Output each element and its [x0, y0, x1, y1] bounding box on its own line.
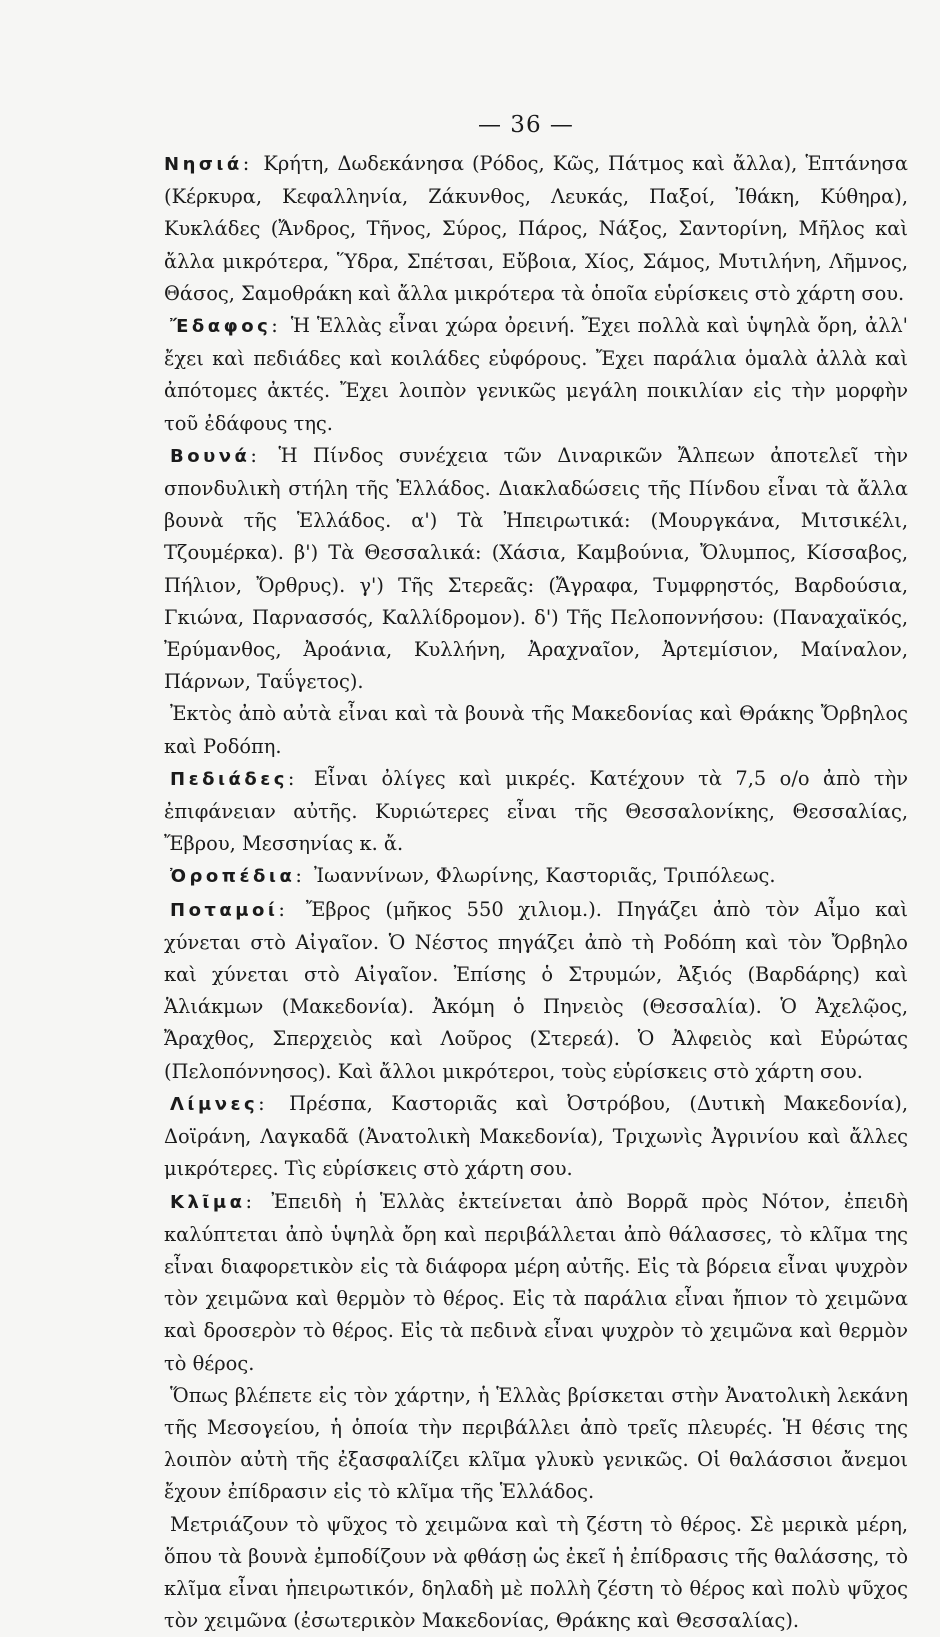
heading-rivers: Ποταμοί — [170, 899, 279, 921]
heading-climate: Κλῖμα — [170, 1191, 246, 1213]
paragraph-islands: Νησιά: Κρήτη, Δωδεκάνησα (Ρόδος, Κῶς, Πάτμος καὶ ἄλλα), Ἑπτάνησα (Κέρκυρα, Κεφαλληνία, Ζάκυνθος, Λευκάς, Παξοί, Ἰθάκη, Κύθηρα), Κυκλάδες (Ἄνδρος, Τῆνος, Σύρος, Πάρος, Νάξος, Σαντορίνη, Μῆλος καὶ ἄλλα μικρότερα, Ὕδρα, Σπέτσαι, Εὔβοια, Χίος, Σάμος, Μυτιλήνη, Λῆμνος, Θάσος, Σαμοθράκη καὶ ἄλλα μικρότερα τὰ ὁποῖα εὑρίσκεις στὸ χάρτη σου. — [164, 152, 909, 305]
text-rivers: Ἔβρος (μῆκος 550 χιλιομ.). Πηγάζει ἀπὸ τὸν Αἶμο καὶ χύνεται στὸ Αἰγαῖον. Ὁ Νέστος πηγάζει ἀπὸ τὴ Ροδόπη καὶ τὸν Ὄρβηλο καὶ χύνεται στὸ Αἰγαῖον. Ἐπίσης ὁ Στρυμών, Ἀξιός (Βαρδάρης) καὶ Ἁλιάκμων (Μακεδονία). Ἀκόμη ὁ Πηνειὸς (Θεσσαλία). Ὁ Ἀχελῷος, Ἄραχθος, Σπερχειὸς καὶ Λοῦρος (Στερεά). Ὁ Ἀλφειὸς καὶ Εὐρώτας (Πελοπόννησος). Καὶ ἄλλοι μικρότεροι, τοὺς εὑρίσκεις στὸ χάρτη σου. — [164, 897, 908, 1083]
heading-mountains: Βουνά — [170, 445, 251, 467]
paragraph-plains: Πεδιάδες: Εἶναι ὀλίγες καὶ μικρές. Κατέχουν τὰ 7,5 ο/ο ἀπὸ τὴν ἐπιφάνειαν αὐτῆς. Κυριώτερες εἶναι τῆς Θεσσαλονίκης, Θεσσαλίας, Ἔβρου, Μεσσηνίας κ. ἄ. — [164, 766, 908, 856]
text-islands: Κρήτη, Δωδεκάνησα (Ρόδος, Κῶς, Πάτμος καὶ ἄλλα), Ἑπτάνησα (Κέρκυρα, Κεφαλληνία, Ζάκυνθος, Λευκάς, Παξοί, Ἰθάκη, Κύθηρα), Κυκλάδες (Ἄνδρος, Τῆνος, Σύρος, Πάρος, Νάξος, Σαντορίνη, Μῆλος καὶ ἄλλα μικρότερα, Ὕδρα, Σπέτσαι, Εὔβοια, Χίος, Σάμος, Μυτιλήνη, Λῆμνος, Θάσος, Σαμοθράκη καὶ ἄλλα μικρότερα τὰ ὁποῖα εὑρίσκεις στὸ χάρτη σου. — [164, 152, 909, 305]
heading-plateaus: Ὀροπέδια — [170, 866, 296, 888]
heading-islands: Νησιά — [164, 154, 243, 175]
paragraph-mountains-extra — [164, 698, 908, 762]
paragraph-lakes: Λίμνες: Πρέσπα, Καστοριᾶς καὶ Ὀστρόβου, (Δυτικὴ Μακεδονία), Δοϊράνη, Λαγκαδᾶ (Ἀνατολικὴ Μακεδονία), Τριχωνὶς Ἀγρινίου καὶ ἄλλες μικρότερες. Τὶς εὑρίσκεις στὸ χάρτη σου. — [164, 1091, 908, 1181]
paragraph-climate: Κλῖμα: Ἐπειδὴ ἡ Ἑλλὰς ἐκτείνεται ἀπὸ Βορρᾶ πρὸς Νότον, ἐπειδὴ καλύπτεται ἀπὸ ὑψηλὰ ὄρη καὶ περιβάλλεται ἀπὸ θάλασσες, τὸ κλῖμα της εἶναι διαφορετικὸν εἰς τὰ διάφορα μέρη αὐτῆς. Εἰς τὰ βόρεια εἶναι ψυχρὸν τὸν χειμῶνα καὶ θερμὸν τὸ θέρος. Εἰς τὰ παράλια εἶναι ἤπιον τὸ χειμῶνα καὶ δροσερὸν τὸ θέρος. Εἰς τὰ πεδινὰ εἶναι ψυχρὸν τὸ χειμῶνα καὶ θερμὸν τὸ θέρος. — [164, 1189, 908, 1375]
heading-terrain: Ἔδαφος — [170, 316, 272, 338]
text-climate: Ἐπειδὴ ἡ Ἑλλὰς ἐκτείνεται ἀπὸ Βορρᾶ πρὸς Νότον, ἐπειδὴ καλύπτεται ἀπὸ ὑψηλὰ ὄρη καὶ περιβάλλεται ἀπὸ θάλασσες, τὸ κλῖμα της εἶναι διαφορετικὸν εἰς τὰ διάφορα μέρη αὐτῆς. Εἰς τὰ βόρεια εἶναι ψυχρὸν τὸν χειμῶνα καὶ θερμὸν τὸ θέρος. Εἰς τὰ παράλια εἶναι ἤπιον τὸ χειμῶνα καὶ δροσερὸν τὸ θέρος. Εἰς τὰ πεδινὰ εἶναι ψυχρὸν τὸ χειμῶνα καὶ θερμὸν τὸ θέρος. — [164, 1189, 908, 1375]
text-mountains: Ἡ Πίνδος συνέχεια τῶν Διναρικῶν Ἄλπεων ἀποτελεῖ τὴν σπονδυλικὴ στήλη τῆς Ἑλλάδος. Διακλαδώσεις τῆς Πίνδου εἶναι τὰ ἄλλα βουνὰ τῆς Ἑλλάδος. α') Τὰ Ἠπειρωτικά: (Μουργκάνα, Μιτσικέλι, Τζουμέρκα). β') Τὰ Θεσσαλικά: (Χάσια, Καμβούνια, Ὄλυμπος, Κίσσαβος, Πήλιον, Ὄρθρυς). γ') Τῆς Στερεᾶς: (Ἄγραφα, Τυμφρηστός, Βαρδούσια, Γκιώνα, Παρνασσός, Καλλίδρομον). δ') Τῆς Πελοποννήσου: (Παναχαϊκός, Ἐρύμανθος, Ἀροάνια, Κυλλήνη, Ἀραχναῖον, Ἀρτεμίσιον, Μαίναλον, Πάρνων, Ταΰγετος). — [164, 443, 909, 694]
paragraph-rivers: Ποταμοί: Ἔβρος (μῆκος 550 χιλιομ.). Πηγάζει ἀπὸ τὸν Αἶμο καὶ χύνεται στὸ Αἰγαῖον. Ὁ Νέστος πηγάζει ἀπὸ τὴ Ροδόπη καὶ τὸν Ὄρβηλο καὶ χύνεται στὸ Αἰγαῖον. Ἐπίσης ὁ Στρυμών, Ἀξιός (Βαρδάρης) καὶ Ἁλιάκμων (Μακεδονία). Ἀκόμη ὁ Πηνειὸς (Θεσσαλία). Ὁ Ἀχελῷος, Ἄραχθος, Σπερχειὸς καὶ Λοῦρος (Στερεά). Ὁ Ἀλφειὸς καὶ Εὐρώτας (Πελοπόννησος). Καὶ ἄλλοι μικρότεροι, τοὺς εὑρίσκεις στὸ χάρτη σου. — [164, 897, 908, 1083]
heading-lakes: Λίμνες — [170, 1093, 259, 1115]
paragraph-mountains: Βουνά: Ἡ Πίνδος συνέχεια τῶν Διναρικῶν Ἄλπεων ἀποτελεῖ τὴν σπονδυλικὴ στήλη τῆς Ἑλλάδος. Διακλαδώσεις τῆς Πίνδου εἶναι τὰ ἄλλα βουνὰ τῆς Ἑλλάδος. α') Τὰ Ἠπειρωτικά: (Μουργκάνα, Μιτσικέλι, Τζουμέρκα). β') Τὰ Θεσσαλικά: (Χάσια, Καμβούνια, Ὄλυμπος, Κίσσαβος, Πήλιον, Ὄρθρυς). γ') Τῆς Στερεᾶς: (Ἄγραφα, Τυμφρηστός, Βαρδούσια, Γκιώνα, Παρνασσός, Καλλίδρομον). δ') Τῆς Πελοποννήσου: (Παναχαϊκός, Ἐρύμανθος, Ἀροάνια, Κυλλήνη, Ἀραχναῖον, Ἀρτεμίσιον, Μαίναλον, Πάρνων, Ταΰγετος). — [164, 443, 909, 694]
paragraph-terrain: Ἔδαφος: Ἡ Ἑλλὰς εἶναι χώρα ὀρεινή. Ἔχει πολλὰ καὶ ὑψηλὰ ὄρη, ἀλλ' ἔχει καὶ πεδιάδες καὶ κοιλάδες εὐφόρους. Ἔχει παράλια ὁμαλὰ ἀλλὰ καὶ ἀπότομες ἀκτές. Ἔχει λοιπὸν γενικῶς μεγάλη ποικιλίαν εἰς τὴν μορφὴν τοῦ ἐδάφους της. — [164, 314, 908, 435]
text-plateaus: Ἰωαννίνων, Φλωρίνης, Καστοριᾶς, Τριπόλεως. — [314, 864, 776, 888]
text-terrain: Ἡ Ἑλλὰς εἶναι χώρα ὀρεινή. Ἔχει πολλὰ καὶ ὑψηλὰ ὄρη, ἀλλ' ἔχει καὶ πεδιάδες καὶ κοιλάδες εὐφόρους. Ἔχει παράλια ὁμαλὰ ἀλλὰ καὶ ἀπότομες ἀκτές. Ἔχει λοιπὸν γενικῶς μεγάλη ποικιλίαν εἰς τὴν μορφὴν τοῦ ἐδάφους της. — [164, 314, 908, 435]
page-number: — 36 — — [478, 112, 574, 138]
heading-plains: Πεδιάδες — [170, 768, 288, 790]
text-mountains-extra: Ἐκτὸς ἀπὸ αὐτὰ εἶναι καὶ τὰ βουνὰ τῆς Μακεδονίας καὶ Θράκης Ὄρβηλος καὶ Ροδόπη. — [164, 702, 908, 758]
text-plains: Εἶναι ὀλίγες καὶ μικρές. Κατέχουν τὰ 7,5 ο/ο ἀπὸ τὴν ἐπιφάνειαν αὐτῆς. Κυριώτερες εἶναι τῆς Θεσσαλονίκης, Θεσσαλίας, Ἔβρου, Μεσσηνίας κ. ἄ. — [164, 766, 908, 856]
paragraph-plateaus: Ὀροπέδια: Ἰωαννίνων, Φλωρίνης, Καστοριᾶς, Τριπόλεως. — [170, 864, 776, 888]
text-climate-position: Ὅπως βλέπετε εἰς τὸν χάρτην, ἡ Ἑλλὰς βρίσκεται στὴν Ἀνατολικὴ λεκάνη τῆς Μεσογείου, ἡ ὁποία τὴν περιβάλλει ἀπὸ τρεῖς πλευρές. Ἡ θέσις της λοιπὸν αὐτὴ τῆς ἐξασφαλίζει κλῖμα γλυκὺ γενικῶς. Οἱ θαλάσσιοι ἄνεμοι ἔχουν ἐπίδρασιν εἰς τὸ κλῖμα τῆς Ἑλλάδος. — [164, 1383, 908, 1504]
paragraph-climate-winds — [164, 1509, 908, 1637]
page-body — [164, 148, 908, 1637]
paragraph-climate-position — [164, 1380, 908, 1509]
text-climate-winds: Μετριάζουν τὸ ψῦχος τὸ χειμῶνα καὶ τὴ ζέστη τὸ θέρος. Σὲ μερικὰ μέρη, ὅπου τὰ βουνὰ ἐμποδίζουν νὰ φθάσῃ ὡς ἐκεῖ ἡ ἐπίδρασις τῆς θαλάσσης, τὸ κλῖμα εἶναι ἠπειρωτικόν, δηλαδὴ μὲ πολλὴ ζέστη τὸ θέρος καὶ πολὺ ψῦχος τὸν χειμῶνα (ἐσωτερικὸν Μακεδονίας, Θράκης καὶ Θεσσαλίας). — [164, 1512, 908, 1633]
text-lakes: Πρέσπα, Καστοριᾶς καὶ Ὀστρόβου, (Δυτικὴ Μακεδονία), Δοϊράνη, Λαγκαδᾶ (Ἀνατολικὴ Μακεδονία), Τριχωνὶς Ἀγρινίου καὶ ἄλλες μικρότερες. Τὶς εὑρίσκεις στὸ χάρτη σου. — [164, 1091, 908, 1181]
